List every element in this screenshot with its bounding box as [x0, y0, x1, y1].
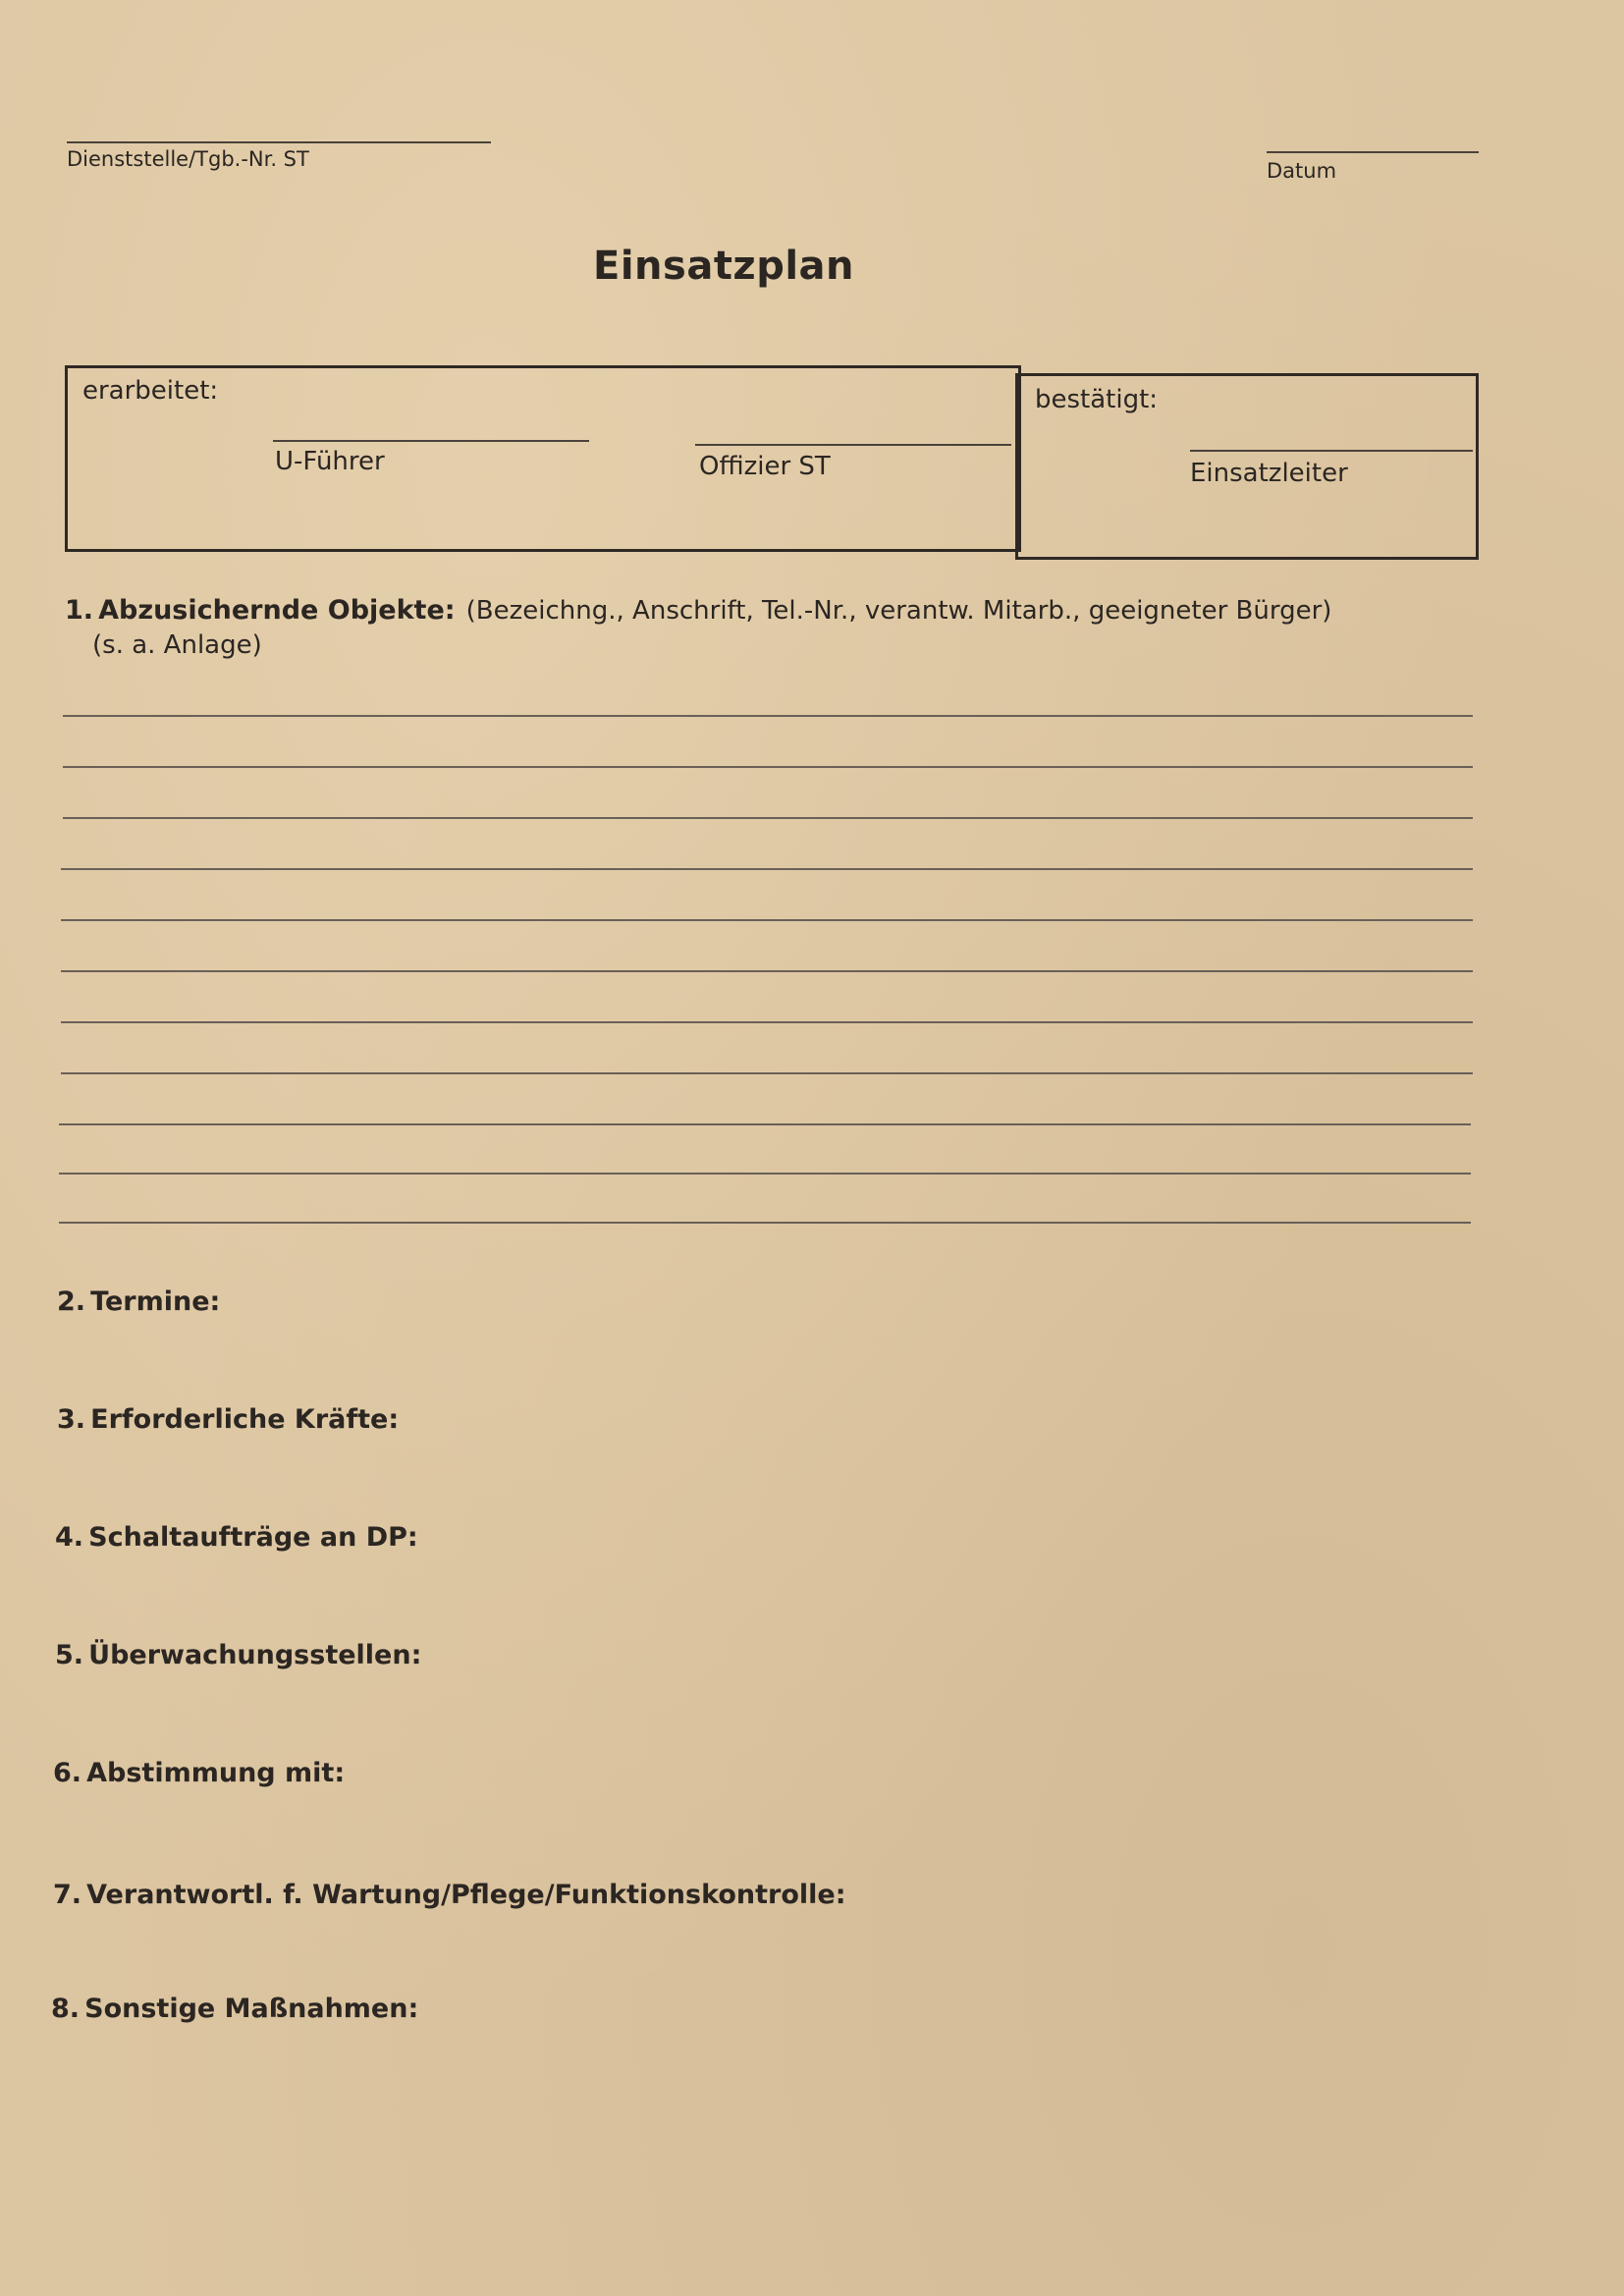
- section-6-number: 6.: [53, 1758, 82, 1788]
- dienststelle-label: Dienststelle/Tgb.-Nr. ST: [67, 147, 309, 171]
- section-1: [65, 595, 1420, 626]
- section-8-heading: Sonstige Maßnahmen:: [84, 1994, 419, 2024]
- section-6: [53, 1758, 345, 1788]
- einsatzleiter-label: Einsatzleiter: [1190, 459, 1348, 488]
- section-4-number: 4.: [55, 1522, 84, 1553]
- section-1-heading: Abzusichernde Objekte:: [98, 595, 456, 626]
- blank-line[interactable]: [59, 1173, 1471, 1175]
- erarbeitet-label: erarbeitet:: [82, 376, 219, 406]
- offizier-signature-line: [695, 444, 1011, 446]
- einsatzleiter-signature-line: [1190, 450, 1473, 452]
- u-fuehrer-signature-line: [273, 440, 589, 442]
- blank-line[interactable]: [63, 817, 1473, 819]
- section-5-heading: Überwachungsstellen:: [88, 1640, 422, 1670]
- u-fuehrer-label: U-Führer: [275, 447, 385, 476]
- section-2: [57, 1286, 220, 1317]
- blank-line[interactable]: [63, 766, 1473, 768]
- section-1-note2: (s. a. Anlage): [92, 630, 262, 660]
- section-4: [55, 1522, 418, 1553]
- blank-line[interactable]: [61, 1021, 1473, 1023]
- datum-line: [1267, 151, 1479, 153]
- bestaetigt-label: bestätigt:: [1035, 385, 1159, 414]
- blank-line[interactable]: [63, 715, 1473, 717]
- section-2-heading: Termine:: [90, 1286, 221, 1317]
- offizier-label: Offizier ST: [699, 452, 831, 481]
- section-1-number: 1.: [65, 595, 94, 626]
- page-title: Einsatzplan: [593, 244, 855, 289]
- section-3: [57, 1404, 399, 1435]
- section-6-heading: Abstimmung mit:: [86, 1758, 346, 1788]
- section-7: [53, 1880, 846, 1910]
- section-4-heading: Schaltaufträge an DP:: [88, 1522, 418, 1553]
- section-3-number: 3.: [57, 1404, 86, 1435]
- section-1-note: (Bezeichng., Anschrift, Tel.-Nr., verantw. Mitarb., geeigneter Bürger): [465, 596, 1332, 626]
- section-2-number: 2.: [57, 1286, 86, 1317]
- blank-line[interactable]: [61, 868, 1473, 870]
- section-5-number: 5.: [55, 1640, 84, 1670]
- blank-line[interactable]: [61, 919, 1473, 921]
- blank-line[interactable]: [61, 970, 1473, 972]
- section-5: [55, 1640, 421, 1670]
- section-8-number: 8.: [51, 1994, 81, 2024]
- section-7-number: 7.: [53, 1880, 82, 1910]
- blank-line[interactable]: [59, 1123, 1471, 1125]
- blank-line[interactable]: [61, 1072, 1473, 1074]
- section-7-heading: Verantwortl. f. Wartung/Pflege/Funktionskontrolle:: [86, 1880, 846, 1910]
- section-8: [51, 1994, 418, 2024]
- section-3-heading: Erforderliche Kräfte:: [90, 1404, 400, 1435]
- dienststelle-line: [67, 141, 491, 143]
- blank-line[interactable]: [59, 1222, 1471, 1224]
- datum-label: Datum: [1267, 159, 1337, 183]
